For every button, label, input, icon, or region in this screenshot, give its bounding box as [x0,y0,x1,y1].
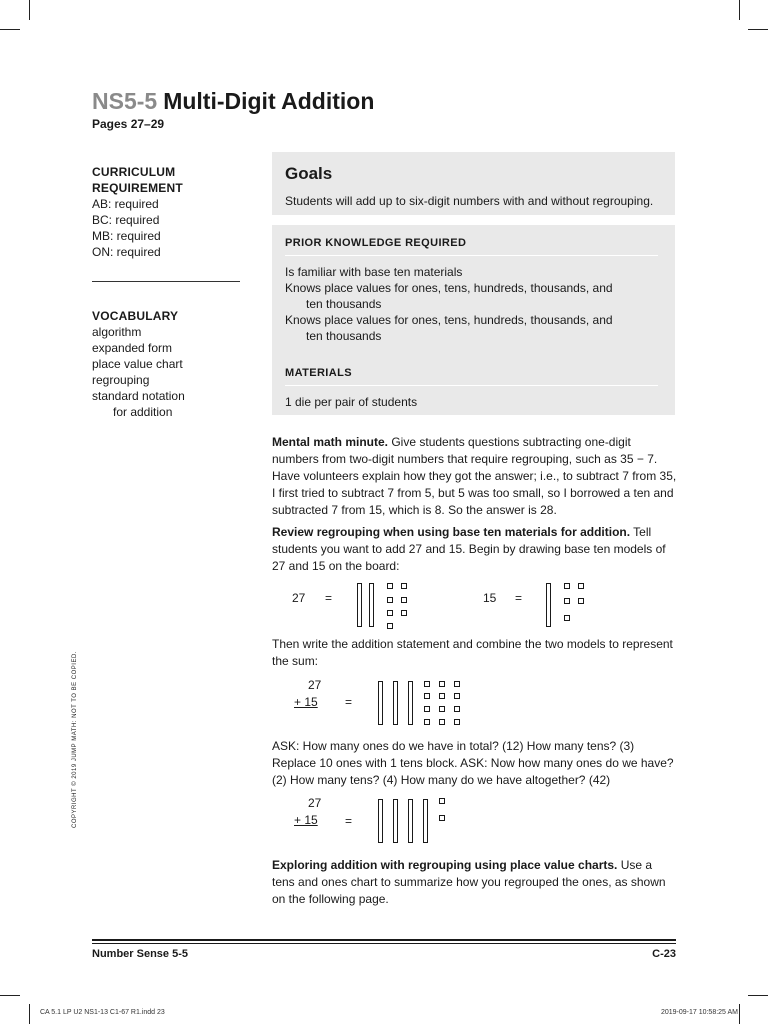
box-divider [285,255,658,256]
ones-cube [439,693,445,699]
crop-mark [0,29,20,30]
prior-knowledge-item: Knows place values for ones, tens, hundreds, thousands, and [285,313,613,327]
prior-knowledge-item-cont: ten thousands [306,297,382,311]
vocabulary-item: regrouping [92,373,150,387]
ones-cube [401,597,407,603]
place-value-lead: Exploring addition with regrouping using place value charts. [272,858,618,872]
ones-cube [387,623,393,629]
copyright-notice: COPYRIGHT © 2019 JUMP MATH: NOT TO BE COPIED. [72,651,78,828]
prior-knowledge-item: Knows place values for ones, tens, hundreds, thousands, and [285,281,613,295]
tens-rod [423,799,428,843]
mental-math-paragraph [272,434,677,519]
footer-rule [92,939,676,941]
vocabulary-block [92,308,185,420]
print-slug-date: 2019-09-17 10:58:25 AM [660,1009,738,1016]
tens-rod [378,799,383,843]
ones-cube [454,693,460,699]
ones-cube [424,693,430,699]
review-regrouping-lead: Review regrouping when using base ten materials for addition. [272,525,631,539]
ones-cube [454,719,460,725]
crop-mark [739,1004,740,1024]
vocabulary-item: expanded form [92,341,173,355]
crop-mark [748,29,768,30]
number-label: 27 [308,678,322,692]
number-label: 27 [308,796,322,810]
lesson-code: NS5-5 [92,88,158,114]
ones-cube [387,610,393,616]
goals-text: Students will add up to six-digit numbers with and without regrouping. [285,194,654,208]
ones-cube [454,706,460,712]
ones-cube [454,681,460,687]
crop-mark [739,0,740,20]
mental-math-lead: Mental math minute. [272,435,389,449]
ones-cube [439,798,445,804]
vocabulary-item: standard notation [92,389,185,403]
prior-knowledge-item-cont: ten thousands [306,329,382,343]
tens-rod [393,681,398,725]
ones-cube [439,706,445,712]
vocabulary-item-cont: for addition [113,405,173,419]
requirement-item: AB: required [92,197,159,211]
ones-cube [578,583,584,589]
ones-cube [564,598,570,604]
requirement-item: ON: required [92,245,161,259]
requirement-item: MB: required [92,229,161,243]
vocabulary-item: place value chart [92,357,183,371]
tens-rod [546,583,551,627]
ones-cube [564,615,570,621]
materials-heading: MATERIALS [285,367,352,379]
goals-title: Goals [285,164,333,183]
page-title [92,88,374,115]
equals-sign: = [345,814,353,828]
equals-sign: = [325,591,333,605]
tens-rod [408,681,413,725]
ones-cube [424,719,430,725]
ones-cube [401,583,407,589]
number-label: 15 [483,591,497,605]
curriculum-heading: REQUIREMENT [92,181,183,195]
tens-rod [357,583,362,627]
ones-cube [424,706,430,712]
ones-cube [401,610,407,616]
goals-box [272,152,675,215]
lesson-title: Multi-Digit Addition [163,88,375,114]
combine-paragraph: Then write the addition statement and combine the two models to represent the sum: [272,637,673,668]
addend-label: + 15 [294,695,318,709]
footer-rule [92,943,676,944]
ask-paragraph: ASK: How many ones do we have in total? (12) How many tens? (3) Replace 10 ones with 1 tens block. ASK: Now how many ones do we have? (2) How many tens? (4) How many do we have altogether? (42) [272,739,674,787]
crop-mark [29,0,30,20]
vocabulary-item: algorithm [92,325,142,339]
page-number: C-23 [652,948,676,960]
addend-label: + 15 [294,813,318,827]
ones-cube [387,583,393,589]
place-value-text: Use a tens and ones chart to summarize how you regrouped the ones, as shown on the following page. [272,858,666,906]
tens-rod [408,799,413,843]
crop-mark [0,995,20,996]
review-regrouping-paragraph [272,524,677,575]
number-label: 27 [292,591,306,605]
footer-section: Number Sense 5-5 [92,948,188,960]
review-regrouping-text: Tell students you want to add 27 and 15. Begin by drawing base ten models of 27 and 15 on the board: [272,525,666,573]
materials-item: 1 die per pair of students [285,395,418,409]
place-value-paragraph [272,857,677,908]
ones-cube [578,598,584,604]
prior-knowledge-item: Is familiar with base ten materials [285,265,463,279]
ones-cube [387,597,393,603]
curriculum-block [92,164,183,260]
tens-rod [378,681,383,725]
ones-cube [439,681,445,687]
ones-cube [424,681,430,687]
print-slug-file: CA 5.1 LP U2 NS1-13 C1-67 R1.indd 23 [40,1009,165,1016]
curriculum-heading: CURRICULUM [92,165,176,179]
box-divider [285,385,658,386]
crop-mark [29,1004,30,1024]
equals-sign: = [345,695,353,709]
tens-rod [369,583,374,627]
vocabulary-heading: VOCABULARY [92,309,179,323]
page-range: Pages 27–29 [92,117,165,131]
ones-cube [439,815,445,821]
sidebar-divider [92,281,240,282]
prior-knowledge-box [272,225,675,415]
prior-knowledge-heading: PRIOR KNOWLEDGE REQUIRED [285,237,467,249]
crop-mark [748,995,768,996]
ones-cube [564,583,570,589]
equals-sign: = [515,591,523,605]
ones-cube [439,719,445,725]
requirement-item: BC: required [92,213,160,227]
tens-rod [393,799,398,843]
mental-math-text: Give students questions subtracting one-digit numbers from two-digit numbers that require regrouping, such as 35 − 7. Have volunteers explain how they got the answer; i.e., to subtract 7 from 35, I first tried to subtract 7 from 5, but 5 was too small, so I borrowed a ten and subtracted 7 from 15, which is 8. So the answer is 28. [272,435,677,517]
